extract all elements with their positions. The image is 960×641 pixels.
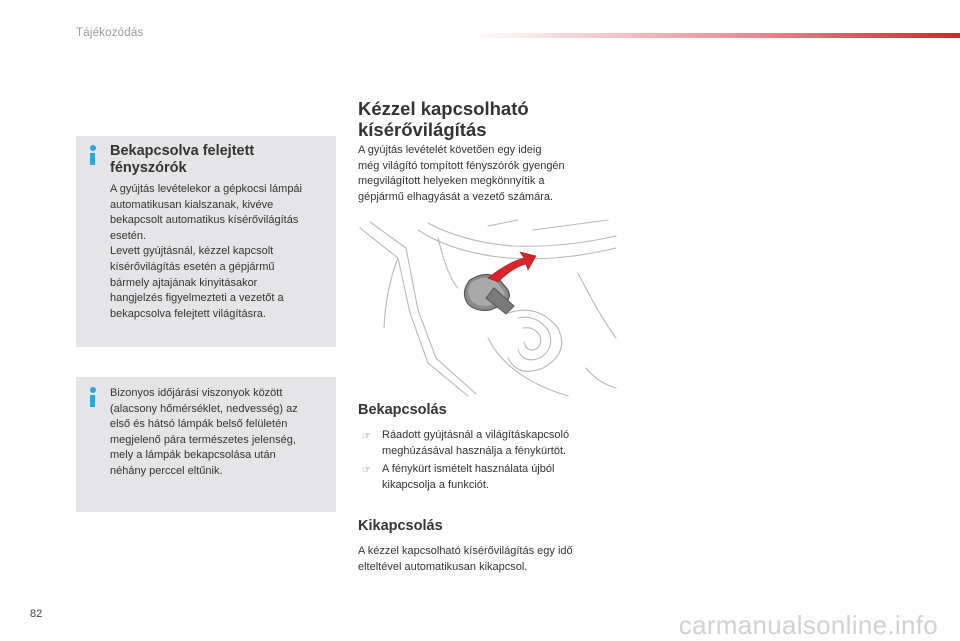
switch-on-list bbox=[358, 428, 608, 496]
light-stalk-illustration bbox=[358, 218, 620, 398]
header-accent-bar bbox=[470, 33, 960, 38]
section-heading-switch-on: Bekapcsolás bbox=[358, 402, 447, 418]
right-hand-pointer-icon: ☞ bbox=[362, 465, 371, 477]
info-box-condensation bbox=[76, 377, 336, 512]
list-item: ☞ Ráadott gyújtásnál a világításkapcsoló meghúzásával használja a fénykürtöt. bbox=[362, 429, 570, 457]
info-icon bbox=[86, 387, 100, 409]
section-heading-switch-off: Kikapcsolás bbox=[358, 518, 443, 534]
page-title: Kézzel kapcsolható kísérővilágítás bbox=[358, 98, 529, 140]
info-box-text: A gyújtás levételekor a gépkocsi lámpái automatikusan kialszanak, kivéve bekapcsolt automatikus kísérővilágítás esetén. Levett gyújtásnál, kézzel kapcsolt kísérővilágítás esetén a gépjármű bármely ajtajának kinyitásakor hangjelzés figyelmezteti a vezetőt a bekapcsolva felejtett világításra. bbox=[110, 183, 302, 320]
page-number: 82 bbox=[30, 608, 43, 620]
switch-off-text: A kézzel kapcsolható kísérővilágítás egy idő elteltével automatikusan kikapcsol. bbox=[358, 545, 573, 573]
list-item: ☞ A fénykürt ismételt használata újból kikapcsolja a funkciót. bbox=[362, 463, 555, 491]
info-icon bbox=[86, 145, 100, 167]
info-box-forgotten-headlights bbox=[76, 136, 336, 347]
right-hand-pointer-icon: ☞ bbox=[362, 431, 371, 442]
info-box-heading: Bekapcsolva felejtett fényszórók bbox=[110, 143, 255, 176]
section-title: Tájékozódás bbox=[76, 27, 144, 39]
intro-text: A gyújtás levételét követően egy ideig még világító tompított fényszórók gyengén megvilágított helyeken megkönnyítik a gépjármű elhagyását a vezető számára. bbox=[358, 144, 565, 203]
info-box-text: Bizonyos időjárási viszonyok között (alacsony hőmérséklet, nedvesség) az első és hátsó lámpák belső felületén megjelenő pára természetes jelenség, mely a lámpák bekapcsolása után néhány perccel eltűnik. bbox=[110, 387, 298, 477]
watermark: carmanualsonline.info bbox=[678, 610, 938, 640]
